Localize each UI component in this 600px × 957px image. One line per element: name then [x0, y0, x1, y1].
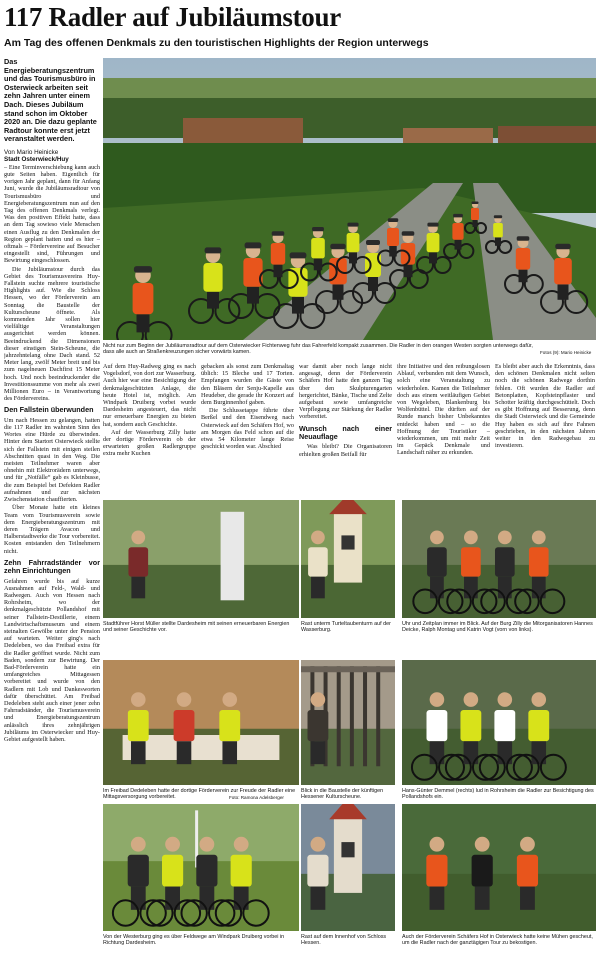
body-paragraph: Um nach Hessen zu gelangen, hatten die 117 Radler im wahrsten Sinn des Wortes eine Hürde zu überwinden. Hinter dem Startort Osterwieck stellte sich der Fallstein mit einigen steilen Abschnitten quasi in den Weg. Die meisten Teilnehmer waren aber ohnehin mit Elektrorädern unterwegs, und für „Notfälle“ gab es Kleinbusse, die zum Beispiel bei Defekten Radler aufnahmen und zur nächsten Zwischenstation chauffierten.: [4, 416, 100, 504]
body-paragraph: Über Monate hatte ein kleines Team vom Tourismusverein sowie dem Energieberatungszentrum mit deren Trägern Avacon und Halberstadtwerke die Tour vorbereitet. Kosten entstanden den Teilnehmern nicht.: [4, 504, 100, 555]
section-heading: Zehn Fahrradständer vor zehn Einrichtungen: [4, 557, 100, 576]
subheadline: Am Tag des offenen Denkmals zu den touristischen Highlights der Region unterwegs: [4, 37, 429, 49]
gallery-photo: [301, 804, 395, 931]
main-photo-caption: Nicht nur zum Beginn der Jubiläumsradtour auf dem Osterwiecker Fichtenweg fuhr das Fahrerfeld kompakt zusammen. Die Radler in den orangen Westen sorgten unterwegs dafür, dass alle auch an Straßenkreuzungen sicher vorwärts kamen.: [103, 343, 533, 356]
gallery-photo-caption: Auch der Förderverein Schäfers Hof in Osterwieck hatte keine Mühen gescheut, um die Radler nach der ganztägigen Tour zu bekostigen.: [402, 934, 593, 947]
gallery-photo-caption: Im Freibad Dedeleben hatte der dortige Förderverein zur Freude der Radler eine Mittagsversorgung vorbereitet.: [103, 788, 296, 801]
body-paragraph: Gefahren wurde bis auf kurze Ausnahmen auf Feld-, Wald- und Radwegen. Auch von Hessen nach Rohrsheim, wo der denkmalgeschützte Pollandshof mit seiner Fallstein-Destillerie, einem Landwirtschaftsmuseum und einem steinalten Gewölbe unter der Pension auf warteten. Weiter ging's nach Dedeleben, wo das Freibad extra für die Radler geöffnet wurde. Nicht zum Baden, sondern zur Bewirtung. Der Bad-Förderverein hatte ein umfangreiches Mittagessen vorbereitet und wurde von den Radlern mit Lob und Dankesworten dafür überschüttet. Am Freibad Dedeleben steht auch einer jener zehn Fahrradständer, die Tourismusverein und Energieberatungszentrum anlässlich ihres zehnjährigen Jubiläums im Osterwiecker und Huy-Gebiet aufgestellt haben.: [4, 577, 100, 743]
main-photo-cyclists: [103, 58, 596, 340]
gallery-photo-caption: Rast auf dem Innenhof von Schloss Hessen.: [301, 934, 387, 947]
gallery-photo-caption: Hans-Günter Demmel (rechts) lud in Rohrsheim die Radler zur Besichtigung des Pollandshofs ein.: [402, 788, 594, 801]
gallery-photo-caption: Stadtführer Horst Müller stellte Dardesheim mit seinen erneuerbaren Energien und seiner Geschichte vor.: [103, 621, 290, 634]
headline: 117 Radler auf Jubiläumstour: [4, 2, 341, 32]
body-paragraph: Die Jubiläumstour durch das Gebiet des Tourismusvereins Huy-Fallstein suchte mehrere touristische Highlights auf. Wie die Schloss Hessen, wo der Förderverein am Sonntag die Baustelle der Kulturscheune öffnete. Als kommenden Jahr sollen hier vielfältige Veranstaltungen ausgerichtet werden können. Beeindruckend die Dimensionen dieser einstigen Stein-Scheune, die jahrzehntelang ohne Dach stand. 52 Meter lang, zwölf Meter breit und bis zum nagelneuen Dachfirst 15 Meter hoch. Und noch beeindruckender die Investitionssumme von mehr als zwei Millionen Euro – in Verantwortung des Fördervereins.: [4, 265, 100, 403]
article-mid-column-4: [397, 363, 490, 497]
body-paragraph: Was bleibt? Die Organisatoren erhielten großen Beifall für: [299, 443, 392, 458]
gallery-photo-caption: Blick in die Baustelle der künftigen Hessener Kulturscheune.: [301, 788, 384, 801]
lead-paragraph: Das Energieberatungszentrum und das Tourismusbüro in Osterwieck arbeiten seit zehn Jahren unter einem Dach. Dieses Jubiläum stand schon im Oktober 2020 an. Die dazu geplante Radtour konnte erst jetzt veranstaltet werden.: [4, 58, 97, 144]
gallery-photo: [103, 660, 299, 785]
body-paragraph: Es bleibt aber auch die Erkenntnis, dass den schönen Denkmalen nicht selten noch die schönen Radwege dorthin fehlen. Oft wurden die Radler auf Betonplatten, Kopfsteinpflaster und Schotter kräftig durchgeschüttelt. Doch es gibt Hoffnung auf Besserung, denn die Stadt Osterwieck und die Gemeinde Huy haben es sich auf ihre Fahnen geschrieben, in den nächsten Jahren weiter in den Radwegebau zu investieren.: [495, 363, 595, 450]
dateline: Stadt Osterwieck/Huy: [4, 156, 69, 164]
article-mid-column-5: [495, 363, 595, 497]
gallery-photo: [301, 660, 395, 785]
body-text: [4, 164, 100, 743]
body-paragraph: ihre Initiative und den reibungslosen Ablauf, verbunden mit dem Wunsch, solch eine Veranstaltung zu wiederholen. Kamen die Teilnehmer doch aus einem weitläufigen Gebiet von Wegeleben, Blankenburg bis Wolfenbüttel. Die dürften auf der Runde manch bisher Unbekanntes entdeckt haben und – so die Hoffnung der Touristiker – wiederkommen, um mit mehr Zeit im Gepäck Denkmale und Landschaft näher zu erkunden.: [397, 363, 490, 457]
body-paragraph: Auf der Wasserburg Zilly hatte der dortige Förderverein ob der erwarteten großen Radlergruppe extra mehr Kuchen: [103, 428, 196, 458]
body-paragraph: Auf dem Huy-Radweg ging es nach Vogelsdorf, von dort zur Wasserburg. Auch hier war eine Besichtigung der denkmalgeschützten Anlage, die heute Hotel ist, möglich. Am Windpark Druiberg vorbei wurde Dardesheim angesteuert, das nicht nur erneuerbare Energien zu bieten hat, sondern auch Geschichte.: [103, 363, 196, 428]
article-mid-column-2: [201, 363, 294, 497]
gallery-photo-caption: Rast unterm Turteltaubenturm auf der Wasserburg.: [301, 621, 391, 634]
article-left-column: [4, 58, 100, 956]
gallery-photo: [103, 500, 299, 618]
body-paragraph: gebacken als sonst zum Denkmaltag üblich: 15 Bleche und 17 Torten. Empfangen wurden die Gäste von den Bläsern der Senju-Kapelle aus Heudeber, die gerade ihr Konzert auf dem Burginnenhof gaben.: [201, 363, 294, 407]
gallery-photo-caption: Von der Westerburg ging es über Feldwege am Windpark Druiberg vorbei in Richtung Dardesheim.: [103, 934, 285, 947]
gallery-photo: [402, 660, 596, 785]
gallery-photo-credit: Foto: Ramona Adelsberger: [229, 795, 284, 800]
body-paragraph: Die Schlussetappe führte über Berßel und den Eisendweg nach Osterwieck auf den Schäfers Hof, wo am Morgen das Feld schon auf die etwa 54 Kilometer lange Reise geschickt worden war. Abschied: [201, 407, 294, 451]
main-photo-credit: Fotos (9): Mario Heinicke: [540, 350, 592, 355]
article-mid-column-3: [299, 363, 392, 497]
gallery-photo-caption: Uhr und Zeitplan immer im Blick. Auf der Burg Zilly die Mitorganisatoren Hannes Deicke, Ralph Montag und Katrin Vogt (vorn von links).: [402, 621, 593, 634]
author: Von Mario Heinicke: [4, 148, 59, 156]
section-heading: Wunsch nach einer Neuauflage: [299, 423, 392, 442]
gallery-photo: [402, 804, 596, 931]
gallery-photo: [103, 804, 299, 931]
gallery-photo: [402, 500, 596, 618]
article-mid-column-1: [103, 363, 196, 497]
body-paragraph: – Eine Terminverschiebung kann auch gute Seiten haben. Eigentlich für vorigen Jahr geplant, dann für Anfang Juni, wurde die Jubiläumsradtour von Tourismusbüro und Energieberatungszentrum nun auf den Tag des offenen Denkmals verlegt. Was den positiven Effekt hatte, dass an dem Tag sowieso viele Menschen einen Ausflug zu den Denkmalen der Region geplant hatten und es hier – oftmals – Fördervereine auf Besucher eingestellt sind, Führungen und Bewirtung eingeschlossen.: [4, 163, 100, 265]
gallery-photo: [301, 500, 395, 618]
section-heading: Den Fallstein überwunden: [4, 405, 94, 415]
body-paragraph: war damit aber noch lange nicht angesagt, denn der Förderverein Schäfers Hof hatte den ganzen Tag über den Skulpturengarten hergerichtet, Bänke, Tische und Zelte aufgebaut sowie umfangreiche Verpflegung zur Stärkung der Radler vorbereitet.: [299, 363, 392, 421]
byline: [4, 149, 100, 164]
